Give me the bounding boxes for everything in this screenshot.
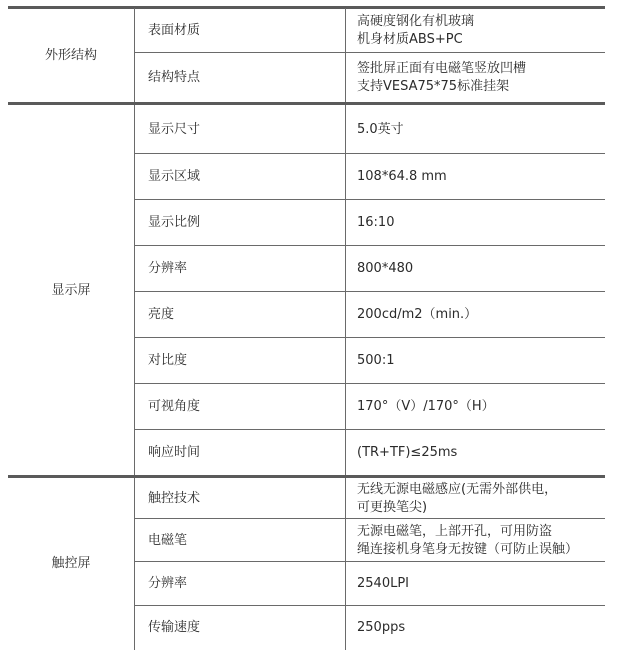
param-value [345,606,605,650]
param-value [345,562,605,606]
value-line: 200cd/m2（min.） [357,307,478,322]
value-lines [357,168,447,186]
param-label: 分辨率 [148,576,188,591]
value-line: 绳连接机身笔身无按键（可防止误触） [357,541,579,557]
value-line: 2540LPI [357,576,409,591]
param-label: 触控技术 [148,490,201,506]
value-lines [357,619,405,637]
param-label: 亮度 [148,307,175,322]
value-line: 108*64.8 mm [357,169,447,184]
param-value [345,430,605,476]
column-divider [345,105,346,476]
value-line: 高硬度钢化有机玻璃 [357,13,475,29]
param-value [345,154,605,200]
value-line: 无源电磁笔，上部开孔，可用防盗 [357,523,553,539]
group-label: 触控屏 [51,556,91,571]
column-divider [134,8,135,103]
value-lines [357,523,578,559]
column-divider [134,105,135,476]
value-line: 机身材质ABS+PC [357,31,463,47]
param-value [345,384,605,430]
param-value [345,519,605,562]
value-lines [357,60,526,96]
param-label: 表面材质 [148,22,201,38]
group-label: 显示屏 [51,282,91,298]
param-value [345,478,605,519]
value-lines [357,398,495,416]
value-line: 5.0英寸 [357,121,404,137]
param-label: 电磁笔 [148,532,188,548]
param-label: 分辨率 [148,261,188,276]
param-value [345,8,605,53]
column-divider [345,8,346,103]
param-label: 对比度 [148,353,188,368]
spec-table [8,6,605,650]
value-lines [357,481,557,517]
column-divider [134,478,135,650]
param-label: 传输速度 [148,620,201,635]
value-lines [357,575,409,593]
param-value [345,53,605,103]
value-line: 可更换笔尖) [357,499,428,515]
value-line: 500:1 [357,353,395,368]
param-label: 可视角度 [148,399,201,414]
param-label: 响应时间 [148,445,201,460]
param-label: 显示比例 [148,215,201,230]
param-value [345,246,605,292]
value-lines [357,13,474,49]
param-label: 显示区域 [148,169,201,184]
param-value [345,105,605,154]
value-line: 800*480 [357,261,414,276]
value-line: 250pps [357,620,406,635]
value-line: 签批屏正面有电磁笔竖放凹槽 [357,61,527,76]
param-value [345,200,605,246]
column-divider [345,478,346,650]
param-label: 显示尺寸 [148,121,201,137]
param-value [345,292,605,338]
value-lines [357,260,413,278]
value-line: 16:10 [357,215,395,230]
value-line: 无线无源电磁感应(无需外部供电， [357,481,558,497]
value-line: (TR+TF)≤25ms [357,445,458,460]
value-lines [357,214,394,232]
value-lines [357,352,394,370]
value-lines [357,444,457,462]
param-label: 结构特点 [148,70,201,85]
param-value [345,338,605,384]
value-lines [357,121,404,139]
group-label: 外形结构 [44,47,97,63]
value-line: 支持VESA75*75标准挂架 [357,79,510,94]
value-line: 170°（V）/170°（H） [357,399,495,414]
value-lines [357,306,477,324]
